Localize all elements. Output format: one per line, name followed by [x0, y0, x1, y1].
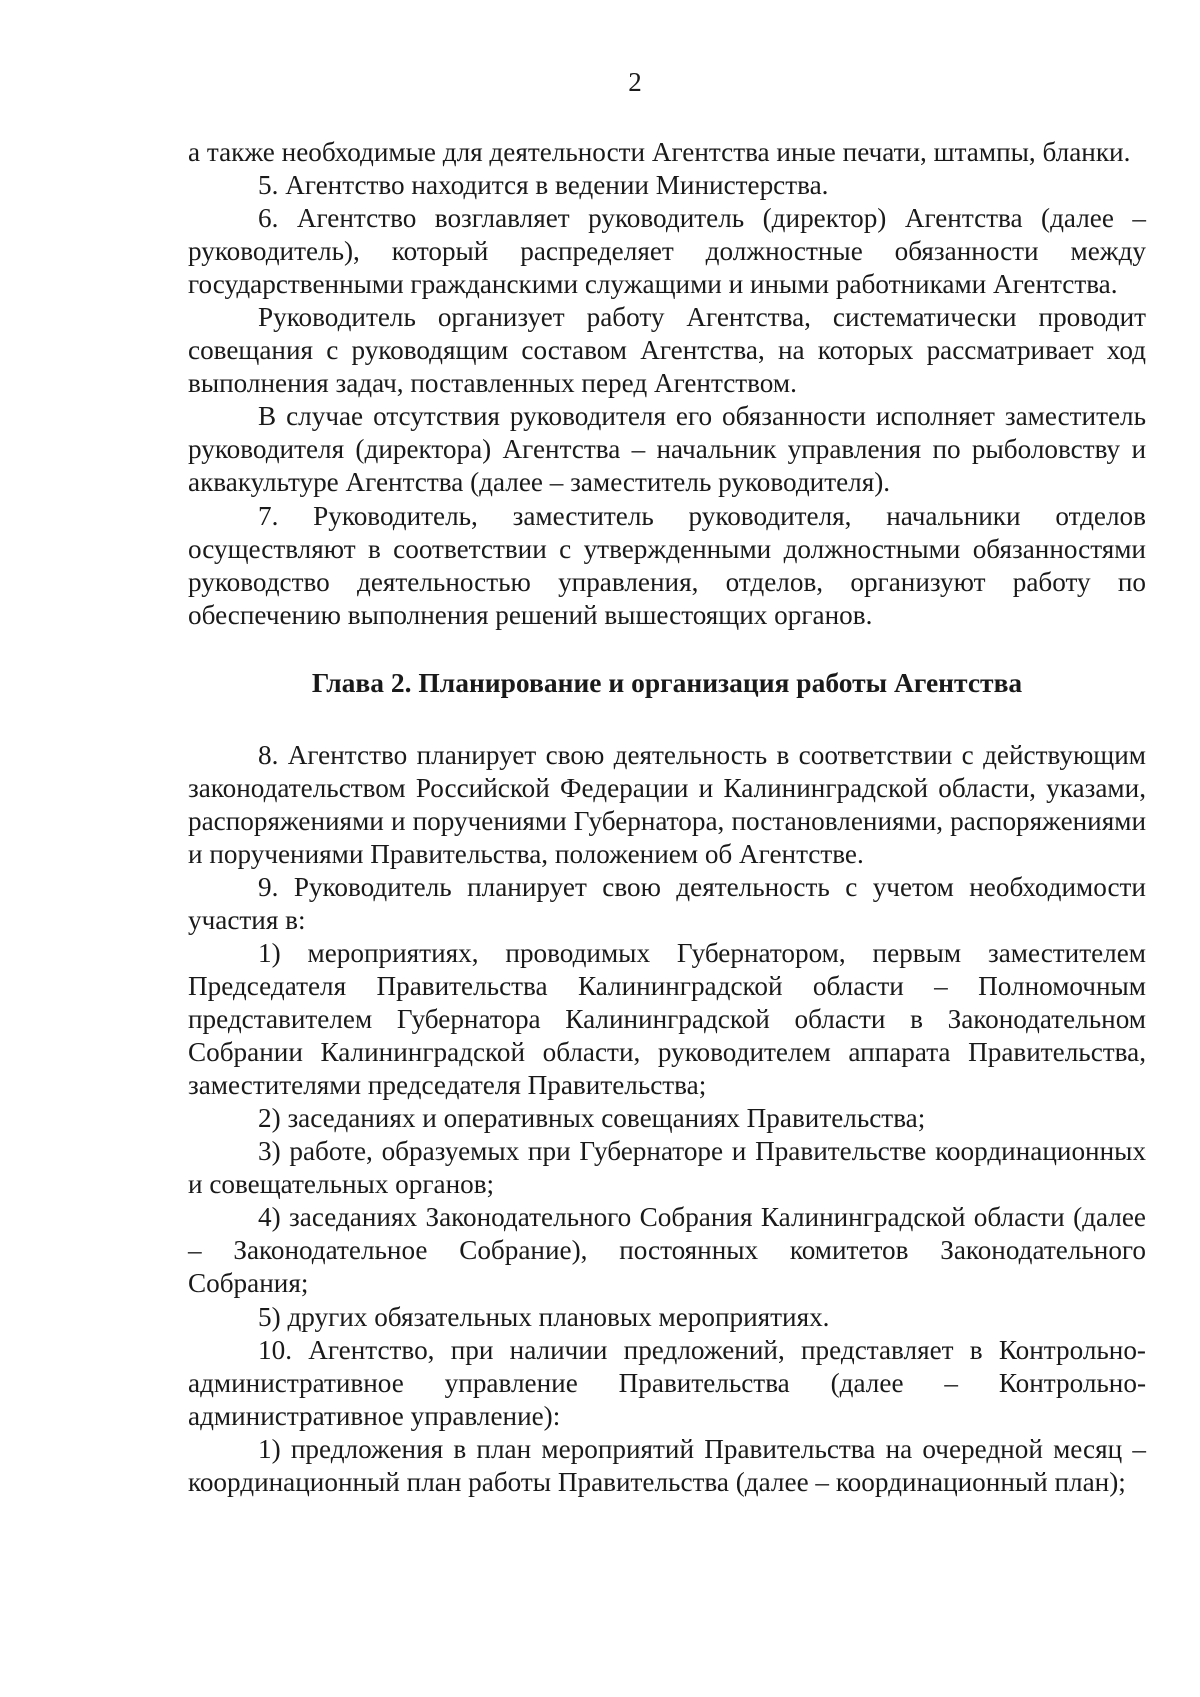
paragraph: а также необходимые для деятельности Агентства иные печати, штампы, бланки. — [188, 137, 1131, 167]
list-item: 3) работе, образуемых при Губернаторе и Правительстве координационных и совещательных органов; — [188, 1136, 1146, 1200]
list-item: 1) предложения в план мероприятий Правительства на очередной месяц – координационный план работы Правительства (далее – координационный план); — [188, 1433, 1146, 1497]
spacer — [188, 632, 1146, 666]
paragraph: 6. Агентство возглавляет руководитель (директор) Агентства (далее – руководитель), который распределяет должностные обязанности между государственными гражданскими служащими и иными работниками Агентства. — [188, 203, 1146, 300]
page-number: 2 — [628, 67, 642, 97]
spacer — [188, 699, 1146, 739]
paragraph: 10. Агентство, при наличии предложений, представляет в Контрольно-административное управление Правительства (далее – Контрольно-административное управление): — [188, 1334, 1146, 1431]
list-item: 2) заседаниях и оперативных совещаниях Правительства; — [258, 1103, 926, 1134]
list-item: 4) заседаниях Законодательного Собрания Калининградской области (далее – Законодательное Собрание), постоянных комитетов Законодательного Собрания; — [188, 1202, 1146, 1299]
paragraph: В случае отсутствия руководителя его обязанности исполняет заместитель руководителя (директора) Агентства – начальник управления по рыболовству и аквакультуре Агентства (далее – заместитель руководителя). — [188, 401, 1146, 498]
paragraph: 5. Агентство находится в ведении Министерства. — [258, 170, 829, 201]
list-item: 1) мероприятиях, проводимых Губернатором, первым заместителем Председателя Правительства Калининградской области – Полномочным представителем Губернатора Калининградской области в Законодательном Собрании Калининградской области, руководителем аппарата Правительства, заместителями председателя Правительства; — [188, 937, 1146, 1101]
paragraph: 8. Агентство планирует свою деятельность в соответствии с действующим законодательством Российской Федерации и Калининградской области, указами, распоряжениями и поручениями Губернатора, постановлениями, распоряжениями и поручениями Правительства, положением об Агентстве. — [188, 739, 1146, 869]
document-body — [188, 136, 1146, 1499]
list-item: 5) других обязательных плановых мероприятиях. — [258, 1301, 830, 1332]
paragraph: 9. Руководитель планирует свою деятельность с учетом необходимости участия в: — [188, 871, 1146, 935]
paragraph: Руководитель организует работу Агентства, систематически проводит совещания с руководящим составом Агентства, на которых рассматривает ход выполнения задач, поставленных перед Агентством. — [188, 302, 1146, 399]
chapter-heading: Глава 2. Планирование и организация работы Агентства — [311, 666, 1023, 698]
paragraph: 7. Руководитель, заместитель руководителя, начальники отделов осуществляют в соответствии с утвержденными должностными обязанностями руководство деятельностью управления, отделов, организуют работу по обеспечению выполнения решений вышестоящих органов. — [188, 500, 1146, 630]
